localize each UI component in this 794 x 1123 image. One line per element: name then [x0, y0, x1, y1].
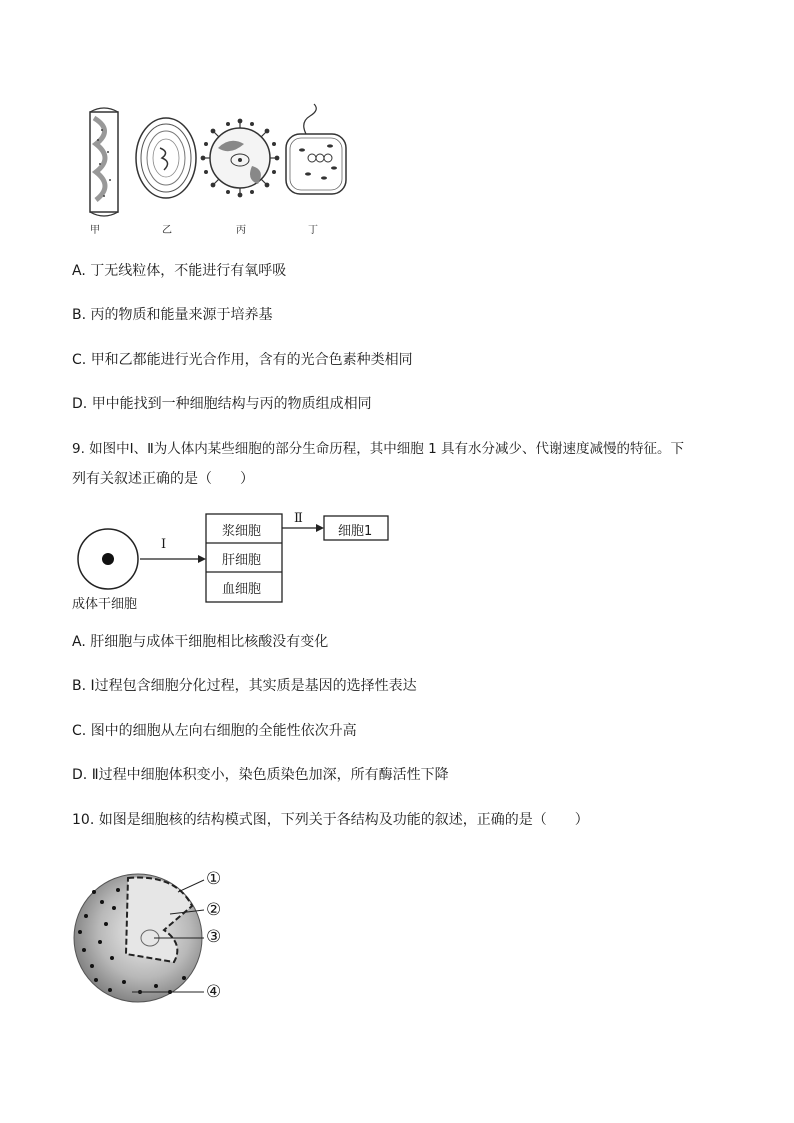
q9-stem-line2: 列有关叙述正确的是（ ） — [72, 471, 254, 487]
option-text: 图中的细胞从左向右细胞的全能性依次升高 — [90, 723, 357, 739]
cell-jia-drawing — [90, 108, 118, 216]
arrow-ii-head — [316, 524, 324, 532]
arrow-ii-label: Ⅱ — [294, 511, 303, 526]
option-text: Ⅰ过程包含细胞分化过程，其实质是基因的选择性表达 — [90, 678, 417, 694]
q8-option-d — [72, 395, 372, 413]
option-letter: D. — [72, 767, 88, 783]
cell-1-label: 细胞1 — [338, 524, 373, 539]
q8-option-c — [72, 351, 413, 369]
q9-stem-line1: 9. 如图中Ⅰ、Ⅱ为人体内某些细胞的部分生命历程，其中细胞 1 具有水分减少、代谢速度减慢的特征。下 — [72, 441, 684, 457]
option-text: Ⅱ过程中细胞体积变小，染色质染色加深，所有酶活性下降 — [91, 767, 449, 783]
option-text: 甲和乙都能进行光合作用，含有的光合色素种类相同 — [90, 352, 413, 368]
option-letter: B. — [72, 678, 87, 694]
leader-line-1 — [178, 880, 204, 892]
option-text: 肝细胞与成体干细胞相比核酸没有变化 — [90, 634, 329, 650]
option-letter: B. — [72, 307, 87, 323]
figure-cells-q8 — [80, 100, 360, 240]
q9-option-a — [72, 633, 328, 651]
option-text: 甲中能找到一种细胞结构与丙的物质组成相同 — [91, 396, 372, 412]
cell-blood: 血细胞 — [222, 582, 262, 597]
option-letter: C. — [72, 352, 87, 368]
option-text: 丁无线粒体，不能进行有氧呼吸 — [90, 263, 287, 279]
cell-bing-drawing — [201, 119, 280, 198]
arrow-i-head — [198, 555, 206, 563]
label-2: ② — [206, 900, 222, 920]
arrow-i-label: Ⅰ — [161, 537, 167, 552]
q9-option-c — [72, 722, 357, 740]
cell-plasma: 浆细胞 — [222, 524, 262, 539]
stem-cell-nucleus — [102, 553, 114, 565]
q8-option-b — [72, 306, 273, 324]
option-letter: A. — [72, 263, 86, 279]
option-letter: A. — [72, 634, 86, 650]
q10-stem-line1: 10. 如图是细胞核的结构模式图，下列关于各结构及功能的叙述，正确的是（ ） — [72, 812, 589, 828]
figure-label-yi: 乙 — [162, 225, 172, 236]
label-1: ① — [206, 869, 222, 889]
option-letter: C. — [72, 723, 87, 739]
q8-option-a — [72, 262, 286, 280]
label-4: ④ — [206, 982, 222, 1002]
option-text: 丙的物质和能量来源于培养基 — [90, 307, 273, 323]
stem-cell-label: 成体干细胞 — [72, 597, 138, 612]
figure-label-ding: 丁 — [308, 225, 318, 236]
cell-liver: 肝细胞 — [222, 553, 262, 568]
option-letter: D. — [72, 396, 88, 412]
figure-label-bing: 丙 — [236, 225, 246, 236]
q9-option-b — [72, 677, 417, 695]
label-3: ③ — [206, 927, 222, 947]
cell-ding-drawing — [286, 104, 346, 194]
q9-option-d — [72, 766, 449, 784]
cell-yi-drawing — [136, 118, 196, 198]
figure-label-jia: 甲 — [90, 225, 100, 236]
